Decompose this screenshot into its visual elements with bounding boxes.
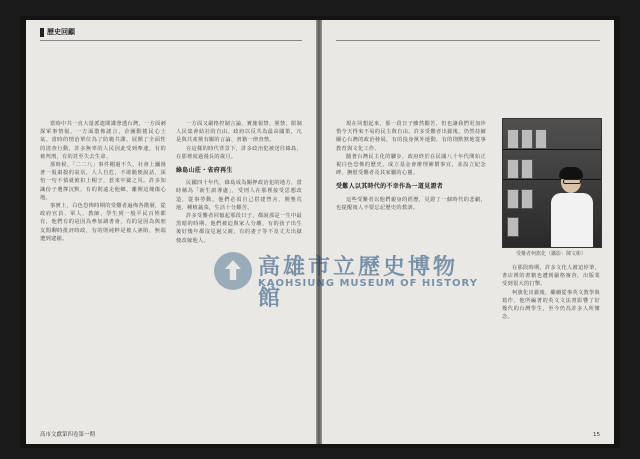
left-page-column-2 [176, 120, 302, 426]
portrait-photo [502, 118, 602, 248]
magazine-spread [20, 16, 620, 448]
photo-caption: 受難者柯旗化（攝影：陳文彬） [515, 251, 586, 257]
paragraph: 現在回想起來，那一段日子雖然艱苦，但也讓我們更加珍惜今天得來不易的民主與自由。許多受難者出獄後，仍然持續關心台灣的政治發展，有的投身黨外運動，有的則默默地從事教育與文化工作。 [336, 121, 486, 152]
paragraph: 民國四十年代，綠島成為關押政治犯的地方，當時稱為「新生訓導處」，受刑人在那裡接受思想改造，從事勞動。他們必須自己搭建營舍、開墾荒地、種植蔬菜，生活十分艱苦。 [176, 180, 302, 211]
left-page-footer: 高市文獻第四卷第一期 [40, 432, 96, 438]
subheading: 受難人以其時代的不幸作為一道見證者 [336, 183, 444, 191]
paragraph: 這些受難者以他們親身的經歷，見證了一個時代的悲劇，也提醒後人不要忘記歷史的教訓。 [336, 196, 486, 211]
subheading: 綠島山莊・省府再生 [176, 167, 233, 175]
right-page [322, 20, 614, 444]
paragraph: 許多受難者回憶起那段日子，都說那是一生中最黑暗的時期。他們被迫與家人分離，有的孩子出生後好幾年都沒見過父親，有的妻子等不及丈夫出獄便改嫁他人。 [176, 213, 302, 244]
right-page-column-2 [502, 264, 600, 428]
header-rule [336, 40, 600, 41]
section-tag: 歷史回顧 [40, 28, 75, 37]
paragraph: 在那段時期，許多文化人被迫停筆，書店裡的書籍也遭到嚴格審查，出版業受到很大的打擊。 [502, 265, 600, 288]
right-page-column-1 [336, 120, 486, 426]
paragraph: 在這樣的時代背景下，許多政治犯被送往綠島，在那裡度過漫長的歲月。 [176, 145, 302, 160]
paragraph: 一方面又嚴格控制言論，實施報禁、黨禁，限制人民集會結社的自由。政府以反共為最高國策，凡是與共產黨有關的言論、書籍一律查禁。 [176, 121, 302, 144]
paragraph: 那時候，「二二八」事件剛過不久，社會上瀰漫著一股肅殺的氣氛，人人自危，不敢隨便說話，深怕一句不慎就被扣上帽子，惹來牢獄之災。許多知識份子選擇沉默，有的則遠走他鄉，離開這塊傷心地。 [40, 162, 166, 201]
watermark-chinese: 高雄市立歷史博物館 [258, 255, 459, 311]
left-page [26, 20, 316, 444]
paragraph: 隨著台灣民主化的腳步，政府終於在民國八十年代開始正視白色恐怖的歷史，成立基金會辦理補償事宜，並設立紀念碑，撫慰受難者及其家屬的心靈。 [336, 153, 486, 177]
left-page-column-1 [40, 120, 166, 426]
watermark-english: KAOHSIUNG MUSEUM OF HISTORY [258, 278, 478, 289]
header-rule [40, 40, 302, 41]
page-number: 15 [593, 432, 600, 438]
paragraph: 柯旗化出獄後，繼續從事英文教學與寫作，他所編著的英文文法書影響了好幾代的台灣學生，至今仍為許多人所懷念。 [502, 289, 600, 321]
paragraph: 當時中共一直大量派遣間諜滲透台灣，一方面刺探軍事情報，一方面散佈謠言，企圖動搖民心士氣。當時的情治單位為了防範共諜，展開了全面性的清查行動，許多無辜的人民因此受到牽連，有的被判刑，有的甚至失去生命。 [40, 121, 166, 160]
paragraph: 事實上，白色恐怖時期的受難者遍佈各階層，從政府官員、軍人、教師、學生到一般平民百姓都有，他們有的是因為參加讀書會，有的是因為與朋友閒聊時批評時政，有的則純粹是被人誣陷，無端遭到逮捕。 [40, 203, 166, 242]
